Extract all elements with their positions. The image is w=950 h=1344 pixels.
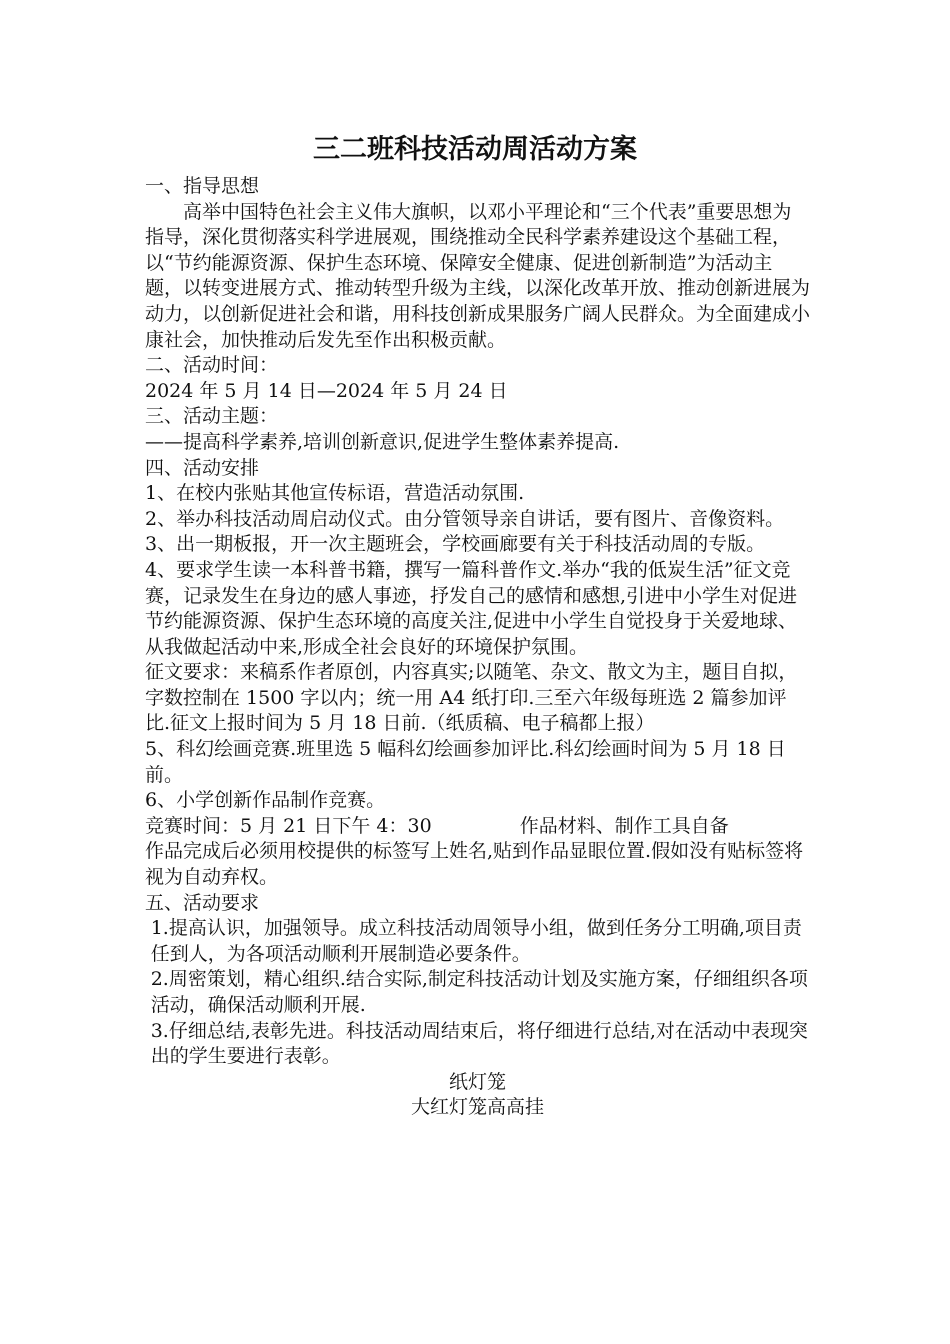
arrangement-item-4: 4、要求学生读一本科普书籍，撰写一篇科普作文.举办“我的低炭生活”征文竞赛，记录发生在身边的感人事迹，抒发自己的感情和感想,引进中小学生对促进节约能源资源、保护生态环境的高度关注,促进中小学生自觉投身于关爱地球、从我做起活动中来,形成全社会良好的环境保护氛围。 xyxy=(145,558,798,658)
requirement-item-3: 3.仔细总结,表彰先进。科技活动周结束后，将仔细进行总结,对在活动中表现突出的学生要进行表彰。 xyxy=(150,1019,808,1068)
requirement-item-1: 1.提高认识，加强领导。成立科技活动周领导小组，做到任务分工明确,项目责任到人，为各项活动顺利开展制造必要条件。 xyxy=(150,917,802,965)
document-body xyxy=(145,174,810,1121)
document-title: 三二班科技活动周活动方案 xyxy=(313,134,637,165)
competition-materials: 作品材料、制作工具自备 xyxy=(519,814,729,837)
section-heading-activity-theme: 三、活动主题： xyxy=(145,405,279,428)
essay-requirements: 征文要求：来稿系作者原创，内容真实;以随笔、杂文、散文为主，题目自拟，字数控制在 1500 字以内；统一用 A4 纸打印.三至六年级每班选 2 篇参加评比.征文上报时间为 5 月 18 日前.（纸质稿、电子稿都上报） xyxy=(145,661,798,735)
paragraph-guiding-thought: 高举中国特色社会主义伟大旗帜，以邓小平理论和“三个代表”重要思想为指导，深化贯彻落实科学进展观，围绕推动全民科学素养建设这个基础工程，以“节约能源资源、保护生态环境、保障安全健康、促进创新制造”为活动主题，以转变进展方式、推动转型升级为主线，以深化改革开放、推动创新进展为动力，以创新促进社会和谐，用科技创新成果服务广阔人民群众。为全面建成小康社会，加快推动后发先至作出积极贡献。 xyxy=(145,200,811,351)
requirement-item-2: 2.周密策划，精心组织.结合实际,制定科技活动计划及实施方案，仔细组织各项活动，确保活动顺利开展. xyxy=(150,968,808,1016)
activity-theme-text: ——提高科学素养,培训创新意识,促进学生整体素养提高. xyxy=(145,430,620,453)
activity-time-text: 2024 年 5 月 14 日—2024 年 5 月 24 日 xyxy=(145,379,508,402)
arrangement-item-5: 5、科幻绘画竞赛.班里选 5 幅科幻绘画参加评比.科幻绘画时间为 5 月 18 日前。 xyxy=(145,738,786,786)
arrangement-item-2: 2、举办科技活动周启动仪式。由分管领导亲自讲话，要有图片、音像资料。 xyxy=(145,507,785,530)
arrangement-item-1: 1、在校内张贴其他宣传标语，营造活动氛围. xyxy=(145,482,525,505)
competition-time-line xyxy=(145,814,810,840)
section-heading-activity-time: 二、活动时间： xyxy=(145,354,279,377)
arrangement-item-3: 3、出一期板报，开一次主题班会，学校画廊要有关于科技活动周的专版。 xyxy=(145,533,766,556)
section-heading-activity-arrangement: 四、活动安排 xyxy=(145,456,260,479)
competition-time: 竞赛时间：5 月 21 日下午 4：30 xyxy=(145,814,432,837)
arrangement-item-6: 6、小学创新作品制作竞赛。 xyxy=(145,789,386,812)
section-heading-guiding-thought: 一、指导思想 xyxy=(145,175,260,197)
footer-line-2: 大红灯笼高高挂 xyxy=(410,1096,544,1119)
section-heading-activity-requirements: 五、活动要求 xyxy=(145,891,260,914)
competition-note: 作品完成后必须用校提供的标签写上姓名,贴到作品显眼位置.假如没有贴标签将视为自动弃权。 xyxy=(145,840,804,889)
footer-line-1: 纸灯笼 xyxy=(448,1070,506,1093)
